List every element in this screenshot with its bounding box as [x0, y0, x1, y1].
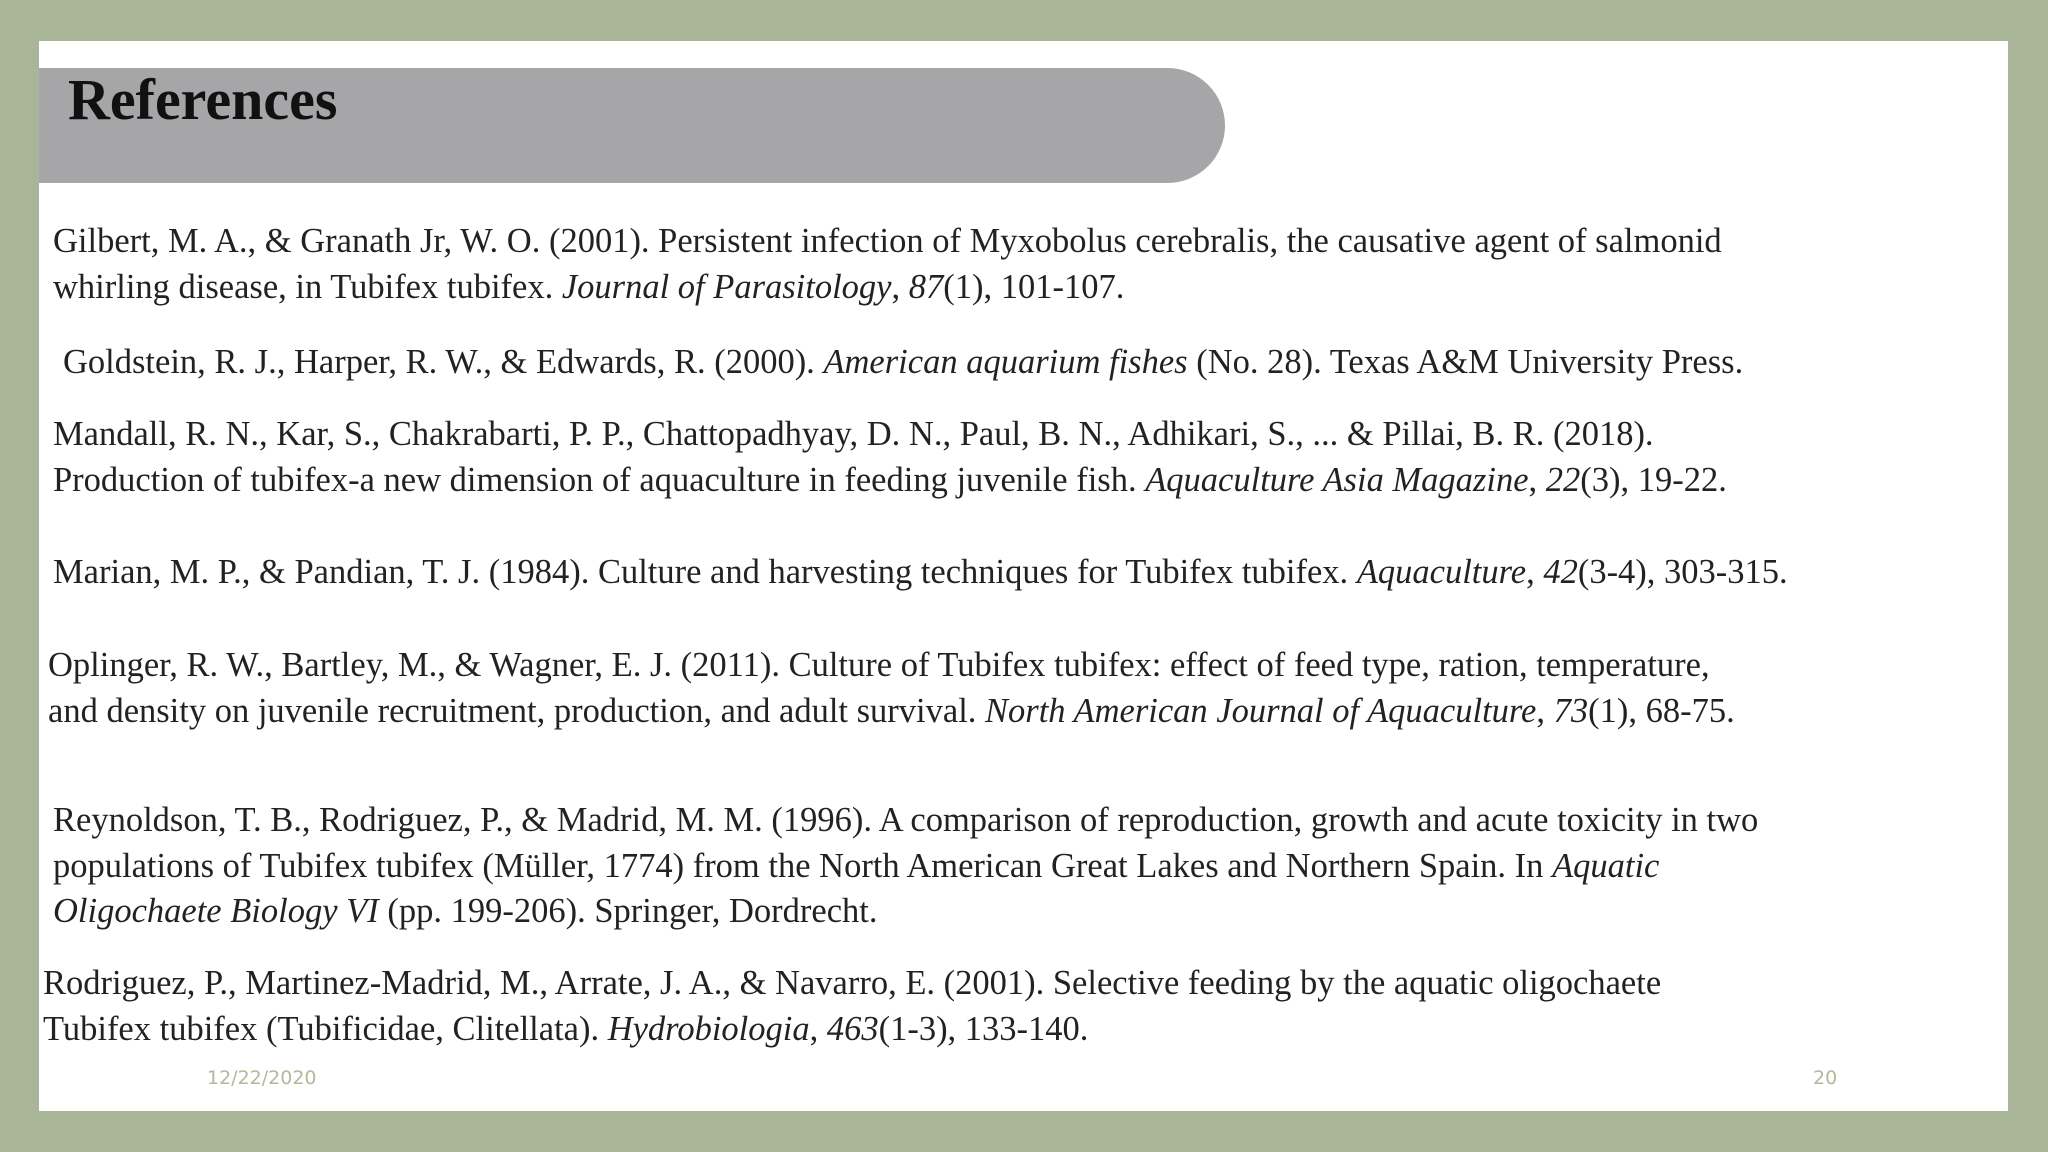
reference-goldstein-2000: [63, 340, 1743, 386]
reference-rodriguez-2001: [43, 961, 1661, 1052]
reference-line: Production of tubifex-a new dimension of aquaculture in feeding juvenile fish. Aquaculture Asia Magazine, 22(3), 19-22.: [53, 460, 1727, 499]
reference-line: Gilbert, M. A., & Granath Jr, W. O. (2001). Persistent infection of Myxobolus cerebralis, the causative agent of salmonid: [53, 222, 1722, 260]
volume-number: 73: [1553, 691, 1589, 730]
book-title: Oligochaete Biology VI: [53, 892, 379, 930]
reference-reynoldson-1996: [53, 798, 1758, 935]
slide-page-number: 20: [1813, 1067, 1838, 1089]
journal-title: Hydrobiologia: [607, 1009, 810, 1048]
reference-line: Oplinger, R. W., Bartley, M., & Wagner, E. J. (2011). Culture of Tubifex tubifex: effect of feed type, ration, temperature,: [48, 646, 1710, 684]
reference-line: populations of Tubifex tubifex (Müller, 1774) from the North American Great Lakes and Northern Spain. In Aquatic: [53, 846, 1660, 885]
volume-number: 22: [1545, 460, 1581, 499]
reference-oplinger-2011: [48, 643, 1735, 734]
volume-number: 87: [908, 267, 944, 306]
reference-line: Marian, M. P., & Pandian, T. J. (1984). Culture and harvesting techniques for Tubifex tubifex. Aquaculture, 42(3-4), 303-315.: [53, 553, 1788, 591]
reference-line: Oligochaete Biology VI (pp. 199-206). Springer, Dordrecht.: [53, 892, 878, 930]
journal-title: Aquaculture: [1356, 553, 1527, 591]
page-title: References: [68, 67, 338, 132]
journal-title: Aquaculture Asia Magazine: [1145, 460, 1529, 499]
reference-line: and density on juvenile recruitment, production, and adult survival. North American Journal of Aquaculture, 73(1), 68-75.: [48, 691, 1735, 730]
slide: [39, 41, 2008, 1111]
book-title: American aquarium fishes: [823, 343, 1188, 381]
reference-line: Rodriguez, P., Martinez-Madrid, M., Arrate, J. A., & Navarro, E. (2001). Selective feeding by the aquatic oligochaete: [43, 964, 1662, 1002]
reference-line: whirling disease, in Tubifex tubifex. Journal of Parasitology, 87(1), 101-107.: [53, 267, 1125, 306]
reference-line: Reynoldson, T. B., Rodriguez, P., & Madrid, M. M. (1996). A comparison of reproduction, growth and acute toxicity in two: [53, 801, 1759, 839]
slide-date: 12/22/2020: [207, 1067, 317, 1089]
reference-marian-1984: [53, 550, 1788, 596]
reference-line: Mandall, R. N., Kar, S., Chakrabarti, P. P., Chattopadhyay, D. N., Paul, B. N., Adhikari, S., ... & Pillai, B. R. (2018).: [53, 415, 1654, 453]
journal-title: Journal of Parasitology: [561, 267, 892, 306]
volume-number: 42: [1543, 553, 1578, 591]
reference-mandall-2018: [53, 412, 1727, 503]
reference-line: Goldstein, R. J., Harper, R. W., & Edwards, R. (2000). American aquarium fishes (No. 28). Texas A&M University Press.: [63, 343, 1744, 381]
journal-title: North American Journal of Aquaculture: [985, 691, 1537, 730]
reference-line: Tubifex tubifex (Tubificidae, Clitellata). Hydrobiologia, 463(1-3), 133-140.: [43, 1009, 1089, 1048]
volume-number: 463: [826, 1009, 879, 1048]
book-title: Aquatic: [1552, 846, 1660, 885]
reference-gilbert-2001: [53, 219, 1722, 310]
